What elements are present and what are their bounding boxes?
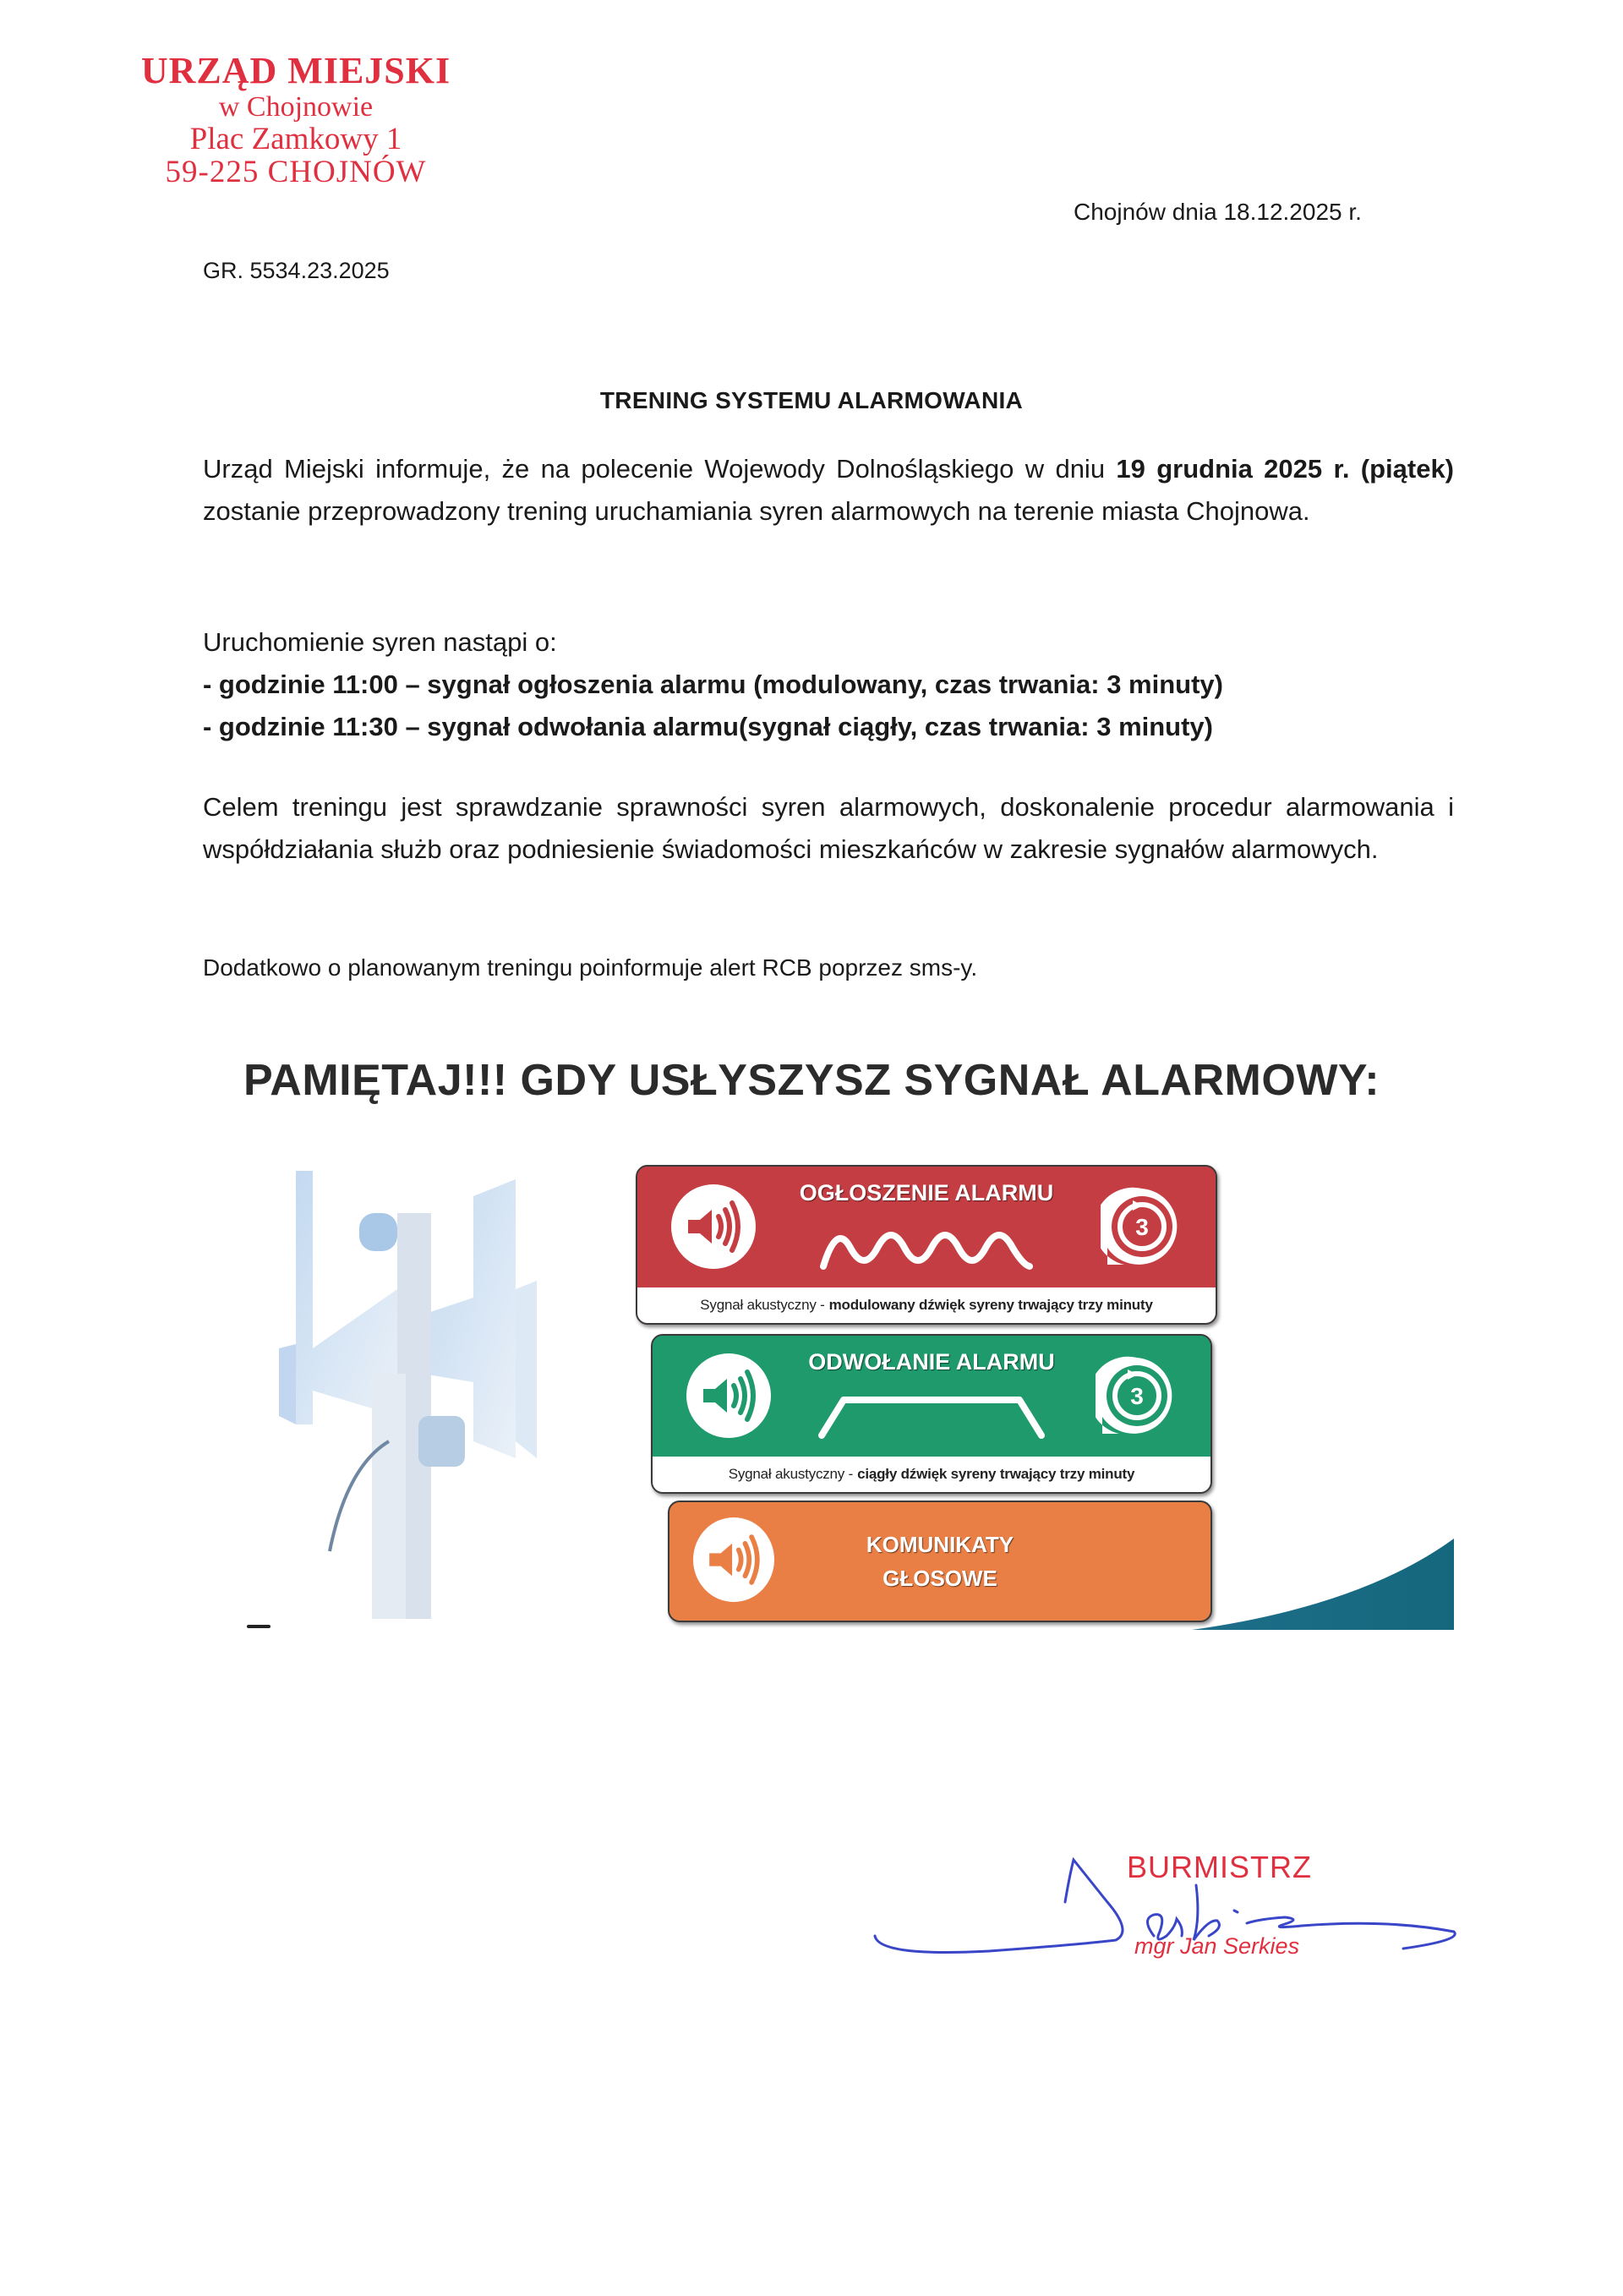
- remember-heading: PAMIĘTAJ!!! GDY USŁYSZYSZ SYGNAŁ ALARMOWY:: [243, 1056, 1380, 1105]
- signal-title-voice: [669, 1528, 1210, 1595]
- caption-bold: ciągły dźwięk syreny trwający trzy minuty: [857, 1466, 1135, 1482]
- document-reference: GR. 5534.23.2025: [203, 258, 390, 283]
- intro-date-bold: 19 grudnia 2025 r. (piątek): [1116, 454, 1455, 484]
- caption-light: Sygnał akustyczny -: [700, 1297, 825, 1313]
- stamp-line-postcode: 59-225 CHOJNÓW: [165, 155, 427, 189]
- stamp-line-street: Plac Zamkowy 1: [189, 122, 402, 156]
- additional-info: Dodatkowo o planowanym treningu poinformuje alert RCB poprzez sms-y.: [203, 954, 978, 981]
- schedule-item-1130: - godzinie 11:30 – sygnał odwołania alarmu(sygnał ciągły, czas trwania: 3 minuty): [203, 712, 1213, 741]
- signal-caption-all-clear: [653, 1457, 1210, 1492]
- signal-panel-alarm: [636, 1165, 1217, 1325]
- document-date: Chojnów dnia 18.12.2025 r.: [1074, 199, 1362, 225]
- siren-illustration: [279, 1162, 558, 1619]
- modulated-wave-icon: [817, 1222, 1036, 1273]
- stamp-line-town: w Chojnowie: [218, 91, 374, 123]
- purpose-paragraph: Celem treningu jest sprawdzanie sprawności syren alarmowych, doskonalenie procedur alarmowania i współdziałania służb oraz podniesienie świadomości mieszkańców w zakresie sygnałów alarmowych.: [203, 792, 1454, 864]
- voice-title-line-1: KOMUNIKATY: [866, 1532, 1014, 1557]
- caption-light: Sygnał akustyczny -: [728, 1466, 854, 1482]
- signal-caption-alarm: [637, 1287, 1216, 1323]
- stamp-line-office: URZĄD MIEJSKI: [140, 50, 451, 91]
- signal-title-all-clear: ODWOŁANIE ALARMU: [808, 1349, 1055, 1375]
- schedule-item-1100: - godzinie 11:00 – sygnał ogłoszenia alarmu (modulowany, czas trwania: 3 minuty): [203, 670, 1223, 699]
- signatory-role: BURMISTRZ: [1127, 1850, 1312, 1884]
- intro-text-1: Urząd Miejski informuje, że na polecenie Wojewody Dolnośląskiego w dniu: [203, 454, 1117, 484]
- svg-text:3: 3: [1130, 1383, 1144, 1409]
- schedule-lead: Uruchomienie syren nastąpi o:: [203, 627, 557, 657]
- schedule-section: [203, 621, 1454, 748]
- decorative-teal-shape: [1192, 1539, 1454, 1632]
- voice-title-line-2: GŁOSOWE: [883, 1566, 997, 1591]
- signal-panel-voice-messages: [668, 1501, 1212, 1622]
- continuous-wave-icon: [813, 1391, 1050, 1442]
- signal-panel-all-clear: [651, 1334, 1212, 1494]
- document-title: TRENING SYSTEMU ALARMOWANIA: [599, 387, 1024, 413]
- timer-3min-icon: [1101, 1185, 1183, 1268]
- scan-mark: [247, 1625, 270, 1628]
- intro-paragraph: [203, 448, 1454, 533]
- svg-text:3: 3: [1135, 1214, 1149, 1240]
- intro-text-2: zostanie przeprowadzony trening uruchamiania syren alarmowych na terenie miasta Chojnowa.: [203, 496, 1310, 526]
- signatory-name: mgr Jan Serkies: [1134, 1933, 1300, 1959]
- timer-3min-icon: [1096, 1354, 1178, 1437]
- signal-title-alarm: OGŁOSZENIE ALARMU: [799, 1180, 1054, 1205]
- office-stamp: [118, 52, 473, 188]
- caption-bold: modulowany dźwięk syreny trwający trzy minuty: [828, 1297, 1153, 1313]
